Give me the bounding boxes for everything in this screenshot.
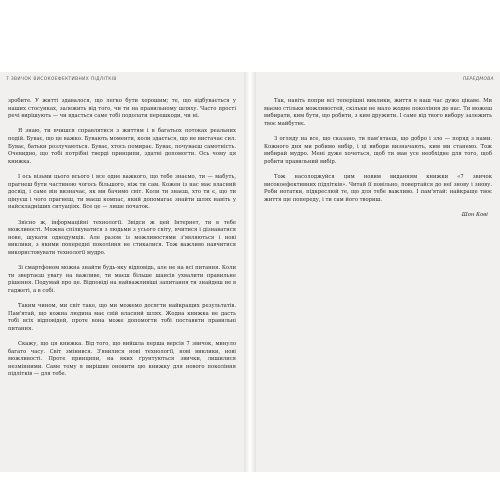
running-head-left: 7 ЗВИЧОК ВИСОКОЕФЕКТИВНИХ ПІДЛІТКІВ [6,77,117,82]
left-page-text [8,98,236,387]
paragraph: З огляду на все, що сказано, ти пам'ятаєш, що добро і зло — поряд з нами. Кожного дня ми робимо вибір, і ці вибори визначають, ким ми станемо. Тож вибирай мудро. Мені дуже хочеться, щоб ти мав усе необхідне для того, щоб робити правильний вибір. [264,135,492,165]
right-page [256,72,500,472]
paragraph: Так, навіть попри всі теперішні виклики, життя в наш час дуже цікаве. Ми маємо стільки можливостей, скільки не мало жодне покоління до нас. Ти можеш вибирати, ким бути, що робити, з ким дружити. І саме від твого вибору залежить твоє майбутнє. [264,98,492,127]
paragraph: Тож насолоджуйся цим новим виданням книжки «7 звичок високоефективних підлітків». Читай її повільно, повертайся до неї знову і знову. Роби нотатки, підкреслюй те, що для тебе важливо. І пам'ятай: найкраще твоє життя ще попереду, і ти сам його твориш. [264,173,492,203]
author-signature: Шон Кові [461,211,488,218]
paragraph: Зі смартфоном можна знайти будь-яку відповідь, але не на всі питання. Коли ти звертаєш увагу на важливе, ти маєш більше шансів ухвалити правильне рішення. Подумай про це. Відповіді на найважливіші запитання ти знайдеш не в гаджеті, а в собі. [8,265,236,294]
left-page [0,72,244,472]
paragraph: Звісно ж, інформаційні технології. Звідси ж цей Інтернет, ти в тебе можливості. Можна спілкуватися з людьми з усього світу, вчитися і дізнаватися нове, шукати однодумців. Але разом із можливостями з'являються і нові виклики, з якими попередні покоління не стикалися. Тож важливо навчитися використовувати технології мудро. [8,219,236,256]
paragraph: Таким чином, ми світ таке, що ми можемо досягти найкращих результатів. Пам'ятай, що кожна людина має свій власний шлях. Жодна книжка не дасть тобі всіх відповідей, проте вона може допомогти тобі поставити правильні питання. [8,303,236,332]
right-page-text [264,98,492,220]
paragraph: Скажу, що ця книжка. Від того, що вийшла перша версія 7 звичок, минуло багато часу. Світ змінився. З'явилися нові технології, нові виклики, нові можливості. Проте принципи, на яких ґрунтуються звички, лишилися незмінними. Саме тому я вирішив оновити цю книжку для нового покоління підлітків — для тебе. [8,341,236,378]
paragraph: І ось візьми цього всього і все одне важкого, що тебе знаємо, ти — мабуть, прагнеш бути частиною чогось більшого, ніж ти сам. Кожен із нас має власний досвід, і саме він визначає, як ми бачимо світ. Коли ти знаєш, хто ти є, що ти цінуєш і чого прагнеш, ти маєш компас, який допомагає знайти шлях навіть у найскладніших ситуаціях. Все це — лише початок. [8,173,236,211]
book-gutter [244,72,256,472]
paragraph: Я знаю, ти вчишся справлятися з життям і в багатьох потоках реальних подій. Буває, що це важко. Бувають моменти, коли здається, що не вистачає сил. Буває, батьки розлучаються. Буває, хтось помирає. Буває, почуваєш самотність. Очевидно, що тобі потрібні тверді принципи, здатні допомогти. Ось чому ця книжка. [8,128,236,165]
paragraph: зробите. У житті здавалося, що легко бути хорошим; те, що відбувається у наших стосунках, залежить від того, чи ти на правильному шляху. Часто прості речі вирішують — чи вдасться саме тобі подолати перешкоди, чи ні. [8,98,236,120]
running-head-right: ПЕРЕДМОВА [462,77,494,82]
